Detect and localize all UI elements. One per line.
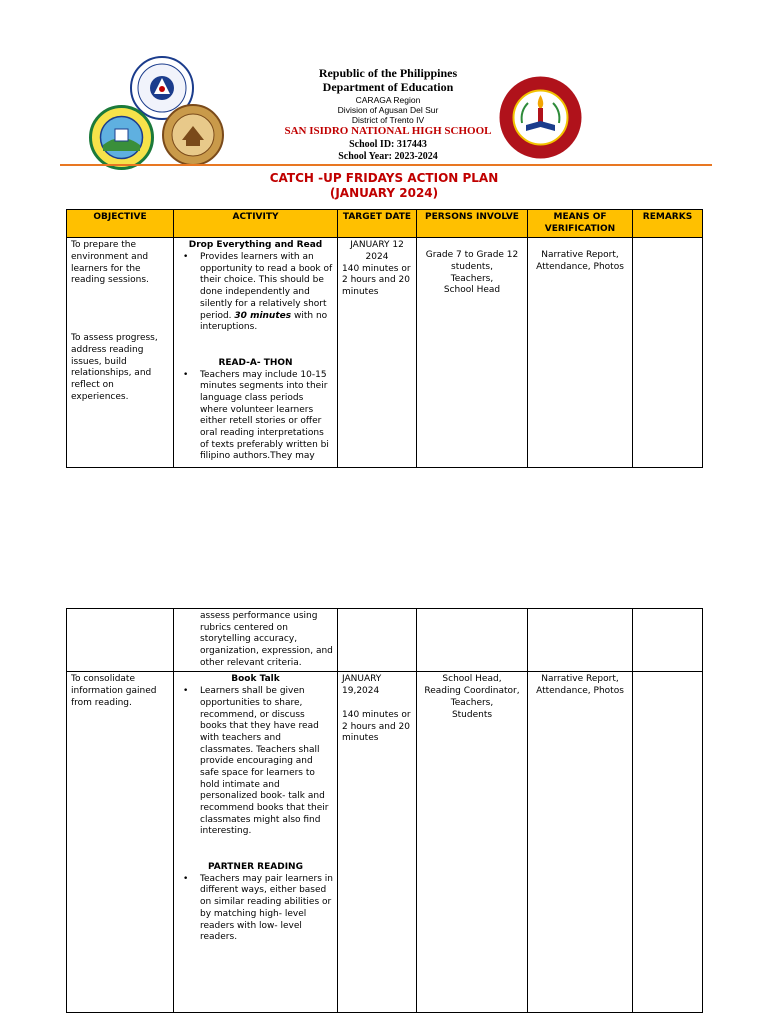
- objective-cell: [67, 609, 174, 672]
- activity-cell: [174, 672, 338, 1013]
- division-line: Division of Agusan Del Sur: [337, 104, 439, 115]
- means-text: Narrative Report, Attendance, Photos: [536, 250, 624, 273]
- header-remarks: REMARKS: [633, 210, 703, 238]
- activity-title: READ-A- THON: [218, 357, 293, 368]
- target-duration: 140 minutes or 2 hours and 20 minutes: [342, 709, 411, 744]
- persons-cell: [417, 238, 528, 468]
- action-plan-table: [66, 209, 703, 468]
- remarks-cell: [633, 609, 703, 672]
- activity-bullet: [178, 874, 333, 944]
- activity-text: Teachers may pair learners in different ways, either based on similar reading abilities or by matching high- level readers with low- level readers.: [200, 873, 334, 943]
- activity-title: Book Talk: [231, 674, 280, 685]
- header-divider: [60, 164, 712, 166]
- department-line: Department of Education: [322, 80, 454, 95]
- target-date: JANUARY 12: [350, 240, 404, 251]
- objective-text: To consolidate information gained from reading.: [71, 674, 157, 708]
- persons-line: School Head,: [442, 674, 502, 685]
- means-cell: [528, 609, 633, 672]
- activity-bullet: [178, 252, 333, 334]
- objective-text: To prepare the environment and learners for the reading sessions.: [71, 240, 149, 286]
- persons-line: Teachers,: [450, 273, 494, 284]
- school-name: SAN ISIDRO NATIONAL HIGH SCHOOL: [284, 125, 492, 138]
- target-date-year: 2024: [365, 252, 389, 263]
- target-date-cell: [338, 672, 417, 1013]
- means-cell: [528, 238, 633, 468]
- header-activity: ACTIVITY: [174, 210, 338, 238]
- activity-text: Teachers may include 10-15 minutes segments into their language class periods where volunteer learners either retell stories or offer oral reading interpretations of texts preferably written bi filipino authors.They may: [200, 369, 329, 462]
- activity-text: Learners shall be given opportunities to share, recommend, or discuss books that they have read with teachers and classmates. Teachers shall provide encouraging and safe space for learners to hold intimate and personalized book- talk and recommend books that their classmates might also find interesting.: [200, 686, 329, 837]
- means-text: Narrative Report, Attendance, Photos: [536, 674, 624, 697]
- header-persons-involve: PERSONS INVOLVE: [417, 210, 528, 238]
- objective-text: To assess progress, address reading issues, build relationships, and reflect on experiences.: [71, 333, 158, 402]
- school-id: School ID: 317443: [349, 138, 427, 150]
- target-date-cell: [338, 609, 417, 672]
- remarks-cell: [633, 672, 703, 1013]
- activity-text-tail: with no interuptions.: [200, 310, 328, 333]
- division-seal: [89, 105, 154, 170]
- target-duration: 140 minutes or 2 hours and 20 minutes: [342, 263, 411, 298]
- header-objective: OBJECTIVE: [67, 210, 174, 238]
- target-date-cell: [338, 238, 417, 468]
- activity-title: Drop Everything and Read: [188, 240, 323, 251]
- plan-subtitle: (JANUARY 2024): [329, 186, 439, 200]
- letterhead: [230, 66, 546, 163]
- activity-cell: [174, 609, 338, 672]
- republic-line: Republic of the Philippines: [318, 66, 458, 80]
- target-date: JANUARY 19,2024: [342, 674, 382, 697]
- school-year: School Year: 2023-2024: [338, 150, 438, 162]
- table-header-row: [67, 210, 703, 238]
- means-cell: [528, 672, 633, 1013]
- persons-cell: [417, 609, 528, 672]
- activity-text: Provides learners with an opportunity to read a book of their choice. This should be done independently and silently for a relatively short period.: [200, 252, 333, 321]
- region-line: CARAGA Region: [355, 94, 421, 105]
- activity-bullet: [178, 686, 333, 838]
- persons-line: School Head: [443, 285, 501, 296]
- activity-emphasis: 30 minutes: [234, 310, 292, 321]
- persons-line: Students: [451, 709, 493, 720]
- remarks-cell: [633, 238, 703, 468]
- header-means-of-verification: MEANS OF VERIFICATION: [528, 210, 633, 238]
- header-target-date: TARGET DATE: [338, 210, 417, 238]
- persons-cell: [417, 672, 528, 1013]
- plan-title: CATCH -UP FRIDAYS ACTION PLAN: [269, 171, 499, 185]
- persons-line: Reading Coordinator,: [424, 686, 520, 697]
- activity-text: assess performance using rubrics centered on storytelling accuracy, organization, expression, and other relevant criteria.: [200, 611, 333, 668]
- activity-cell: [174, 238, 338, 468]
- table-row: [67, 609, 703, 672]
- persons-line: Teachers,: [450, 697, 494, 708]
- table-row: [67, 238, 703, 468]
- district-line: District of Trento IV: [351, 115, 425, 126]
- objective-cell: [67, 238, 174, 468]
- persons-line: Grade 7 to Grade 12 students,: [425, 250, 519, 273]
- action-plan-table-continued: [66, 608, 703, 1013]
- activity-title: PARTNER READING: [208, 862, 303, 873]
- objective-cell: [67, 672, 174, 1013]
- table-row: [67, 672, 703, 1013]
- district-seal: [162, 104, 224, 166]
- activity-bullet: [178, 370, 333, 464]
